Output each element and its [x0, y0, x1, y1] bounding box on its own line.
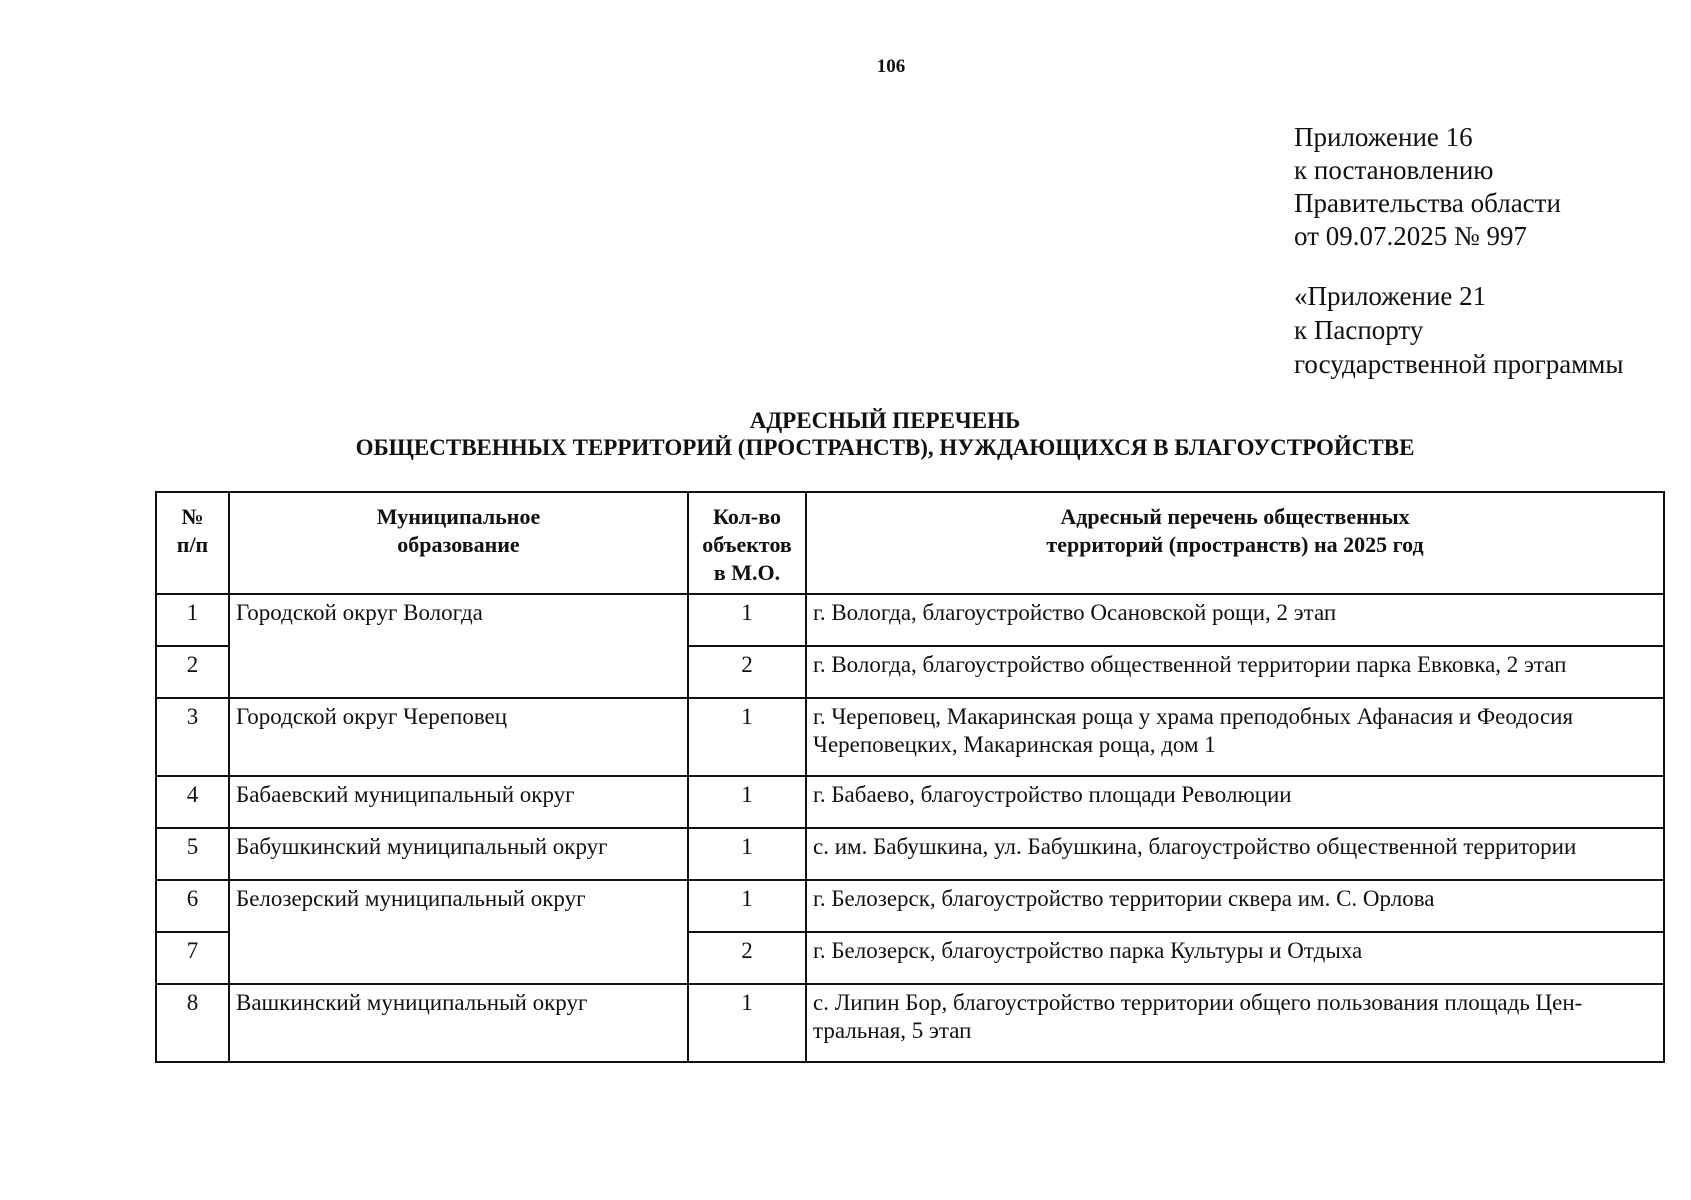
row-number: 1 — [156, 594, 229, 646]
header-addresses: Адресный перечень общественных территорий (пространств) на 2025 год — [806, 492, 1664, 594]
table-row — [156, 698, 1664, 776]
appendix-line: Правительства области — [1294, 188, 1561, 218]
appendix-passport-line: «Приложение 21 — [1294, 281, 1487, 311]
row-address: г. Череповец, Макаринская роща у храма преподобных Афанасия и Феодосия Череповецких, Макаринская роща, дом 1 — [806, 698, 1664, 776]
row-number: 3 — [156, 698, 229, 776]
row-number: 7 — [156, 932, 229, 984]
row-address: с. Липин Бор, благоустройство территории общего пользования площадь Цен-тральная, 5 этап — [806, 984, 1664, 1062]
header-num: № п/п — [156, 492, 229, 594]
title-line-2: ОБЩЕСТВЕННЫХ ТЕРРИТОРИЙ (ПРОСТРАНСТВ), НУЖДАЮЩИХСЯ В БЛАГОУСТРОЙСТВЕ — [355, 435, 1415, 460]
document-title — [150, 407, 1620, 461]
row-qty: 1 — [688, 698, 806, 776]
table-row — [156, 880, 1664, 932]
row-number: 2 — [156, 646, 229, 698]
appendix-line: Приложение 16 — [1294, 122, 1473, 152]
row-qty: 1 — [688, 984, 806, 1062]
row-address: г. Вологда, благоустройство общественной территории парка Евковка, 2 этап — [806, 646, 1664, 698]
row-address: г. Бабаево, благоустройство площади Революции — [806, 776, 1664, 828]
row-municipality: Белозерский муниципальный округ — [229, 880, 688, 984]
table-row — [156, 776, 1664, 828]
appendix-block — [1294, 121, 1561, 253]
row-qty: 2 — [688, 932, 806, 984]
appendix-passport-block — [1294, 279, 1624, 381]
row-qty: 1 — [688, 880, 806, 932]
address-list-table — [155, 491, 1665, 1063]
row-qty: 1 — [688, 594, 806, 646]
row-municipality: Бабаевский муниципальный округ — [229, 776, 688, 828]
appendix-line: к постановлению — [1294, 155, 1494, 185]
row-address: с. им. Бабушкина, ул. Бабушкина, благоустройство общественной территории — [806, 828, 1664, 880]
row-qty: 2 — [688, 646, 806, 698]
row-address: г. Белозерск, благоустройство парка Культуры и Отдыха — [806, 932, 1664, 984]
row-municipality: Городской округ Череповец — [229, 698, 688, 776]
page-number: 106 — [876, 56, 906, 77]
row-municipality: Городской округ Вологда — [229, 594, 688, 698]
title-line-1: АДРЕСНЫЙ ПЕРЕЧЕНЬ — [749, 408, 1021, 433]
table-row — [156, 828, 1664, 880]
appendix-passport-line: государственной программы — [1294, 349, 1624, 379]
row-address: г. Вологда, благоустройство Осановской рощи, 2 этап — [806, 594, 1664, 646]
row-number: 5 — [156, 828, 229, 880]
row-qty: 1 — [688, 828, 806, 880]
row-number: 6 — [156, 880, 229, 932]
table-header-row — [156, 492, 1664, 594]
row-qty: 1 — [688, 776, 806, 828]
row-municipality: Бабушкинский муниципальный округ — [229, 828, 688, 880]
appendix-line: от 09.07.2025 № 997 — [1294, 221, 1527, 251]
row-number: 8 — [156, 984, 229, 1062]
row-municipality: Вашкинский муниципальный округ — [229, 984, 688, 1062]
row-number: 4 — [156, 776, 229, 828]
appendix-passport-line: к Паспорту — [1294, 315, 1424, 345]
row-address: г. Белозерск, благоустройство территории сквера им. С. Орлова — [806, 880, 1664, 932]
header-municipality: Муниципальное образование — [229, 492, 688, 594]
header-qty: Кол-во объектов в М.О. — [688, 492, 806, 594]
table-row — [156, 984, 1664, 1062]
table-row — [156, 594, 1664, 646]
